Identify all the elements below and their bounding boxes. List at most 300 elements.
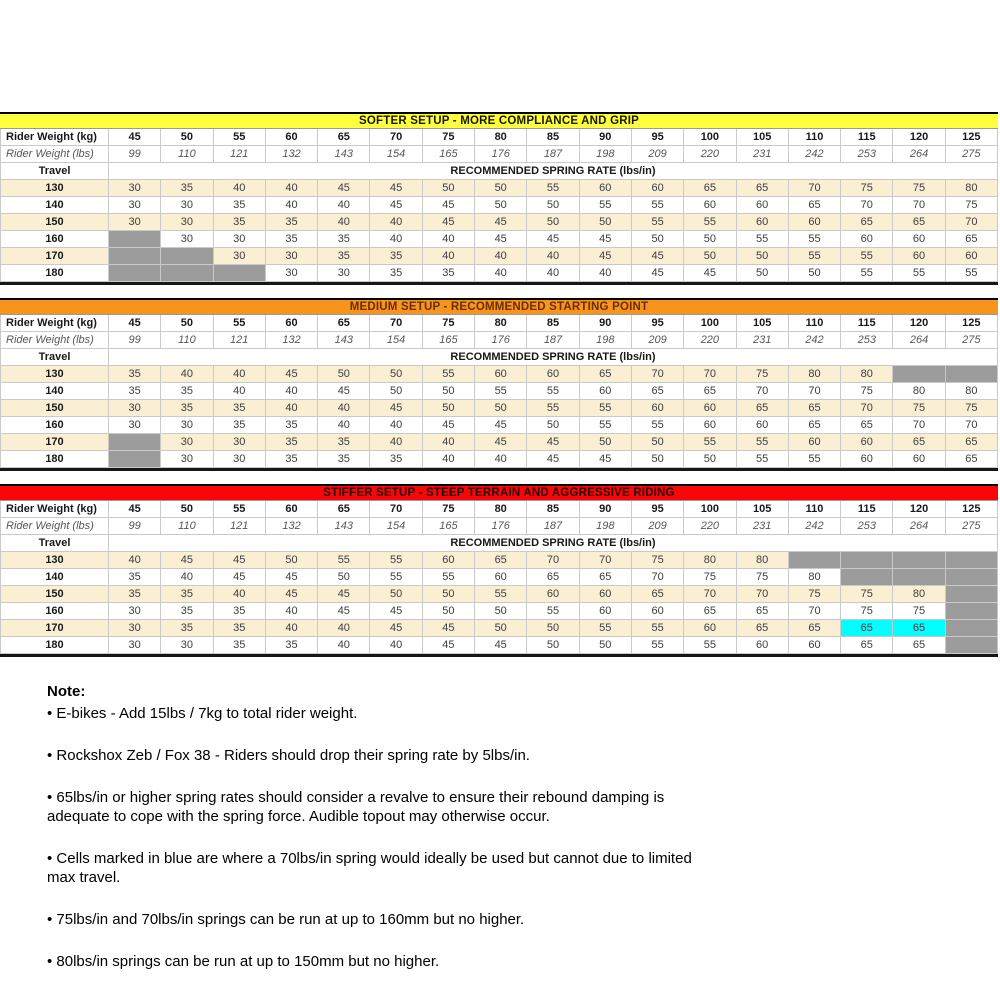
rate-cell: 65 (737, 400, 789, 417)
rate-cell: 50 (632, 434, 684, 451)
rate-cell: 65 (893, 637, 945, 654)
stiffer-title-band (0, 484, 998, 501)
unavailable-cell (214, 265, 266, 282)
rate-cell: 35 (266, 231, 318, 248)
rate-cell: 30 (161, 214, 213, 231)
rate-cell: 55 (632, 417, 684, 434)
limited-travel-highlight-cell: 65 (841, 620, 893, 637)
rate-cell: 60 (893, 451, 945, 468)
kg-value: 70 (370, 129, 422, 146)
rate-cell: 40 (527, 265, 579, 282)
rate-cell: 45 (475, 231, 527, 248)
rate-cell: 70 (946, 417, 998, 434)
kg-value: 50 (161, 129, 213, 146)
rate-cell: 45 (318, 603, 370, 620)
rate-cell: 75 (946, 197, 998, 214)
kg-value: 115 (841, 129, 893, 146)
rate-cell: 65 (684, 603, 736, 620)
rate-cell: 50 (527, 417, 579, 434)
rate-cell: 70 (789, 180, 841, 197)
rate-cell: 45 (423, 417, 475, 434)
rate-cell: 60 (475, 366, 527, 383)
kg-value: 55 (214, 129, 266, 146)
rate-cell: 50 (423, 383, 475, 400)
unavailable-cell (109, 265, 161, 282)
rate-cell: 30 (161, 434, 213, 451)
kg-value: 100 (684, 315, 736, 332)
rate-cell: 50 (580, 434, 632, 451)
lbs-value: 99 (109, 518, 161, 535)
rate-cell: 45 (475, 417, 527, 434)
rate-cell: 70 (632, 366, 684, 383)
rate-cell: 35 (214, 214, 266, 231)
notes-heading: Note: (47, 683, 86, 700)
rate-cell: 30 (109, 180, 161, 197)
rate-cell: 55 (789, 451, 841, 468)
rate-cell: 60 (423, 552, 475, 569)
rate-cell: 35 (318, 434, 370, 451)
rate-cell: 40 (370, 231, 422, 248)
unavailable-cell (841, 552, 893, 569)
rate-cell: 80 (946, 383, 998, 400)
rate-cell: 40 (423, 248, 475, 265)
rate-cell: 70 (841, 197, 893, 214)
rate-cell: 60 (475, 569, 527, 586)
unavailable-cell (789, 552, 841, 569)
rate-cell: 55 (527, 180, 579, 197)
kg-value: 110 (789, 501, 841, 518)
lbs-value: 253 (841, 518, 893, 535)
note-bullet: • Rockshox Zeb / Fox 38 - Riders should drop their spring rate by 5lbs/in. (47, 747, 530, 764)
rate-cell: 60 (580, 383, 632, 400)
rate-cell: 70 (632, 569, 684, 586)
rate-cell: 30 (109, 400, 161, 417)
rate-cell: 40 (318, 214, 370, 231)
unavailable-cell (946, 637, 998, 654)
rate-cell: 55 (841, 265, 893, 282)
rate-cell: 45 (475, 214, 527, 231)
kg-value: 115 (841, 315, 893, 332)
lbs-value: 176 (475, 518, 527, 535)
rate-cell: 30 (109, 620, 161, 637)
rate-cell: 75 (684, 569, 736, 586)
rate-cell: 45 (318, 383, 370, 400)
rate-cell: 50 (475, 603, 527, 620)
rate-cell: 50 (527, 197, 579, 214)
rate-cell: 50 (684, 248, 736, 265)
rate-cell: 45 (318, 180, 370, 197)
rate-cell: 40 (370, 637, 422, 654)
travel-label: Travel (1, 163, 109, 180)
rate-cell: 45 (475, 637, 527, 654)
kg-value: 75 (423, 501, 475, 518)
rate-cell: 50 (580, 637, 632, 654)
rate-cell: 35 (161, 383, 213, 400)
rate-cell: 30 (161, 637, 213, 654)
lbs-value: 242 (789, 332, 841, 349)
rate-cell: 35 (370, 248, 422, 265)
rate-cell: 55 (841, 248, 893, 265)
unavailable-cell (893, 552, 945, 569)
rate-cell: 55 (370, 569, 422, 586)
lbs-value: 198 (580, 146, 632, 163)
rate-cell: 60 (893, 248, 945, 265)
rate-cell: 50 (423, 180, 475, 197)
spring-rate-header: RECOMMENDED SPRING RATE (lbs/in) (109, 535, 998, 552)
kg-value: 50 (161, 501, 213, 518)
lbs-value: 187 (527, 146, 579, 163)
rate-cell: 50 (789, 265, 841, 282)
rate-cell: 55 (318, 552, 370, 569)
rate-cell: 65 (841, 417, 893, 434)
travel-value: 160 (1, 603, 109, 620)
rate-cell: 60 (684, 197, 736, 214)
rate-cell: 35 (109, 366, 161, 383)
kg-value: 80 (475, 501, 527, 518)
kg-value: 65 (318, 129, 370, 146)
rate-cell: 60 (789, 637, 841, 654)
rider-weight-kg-label: Rider Weight (kg) (1, 315, 109, 332)
rate-cell: 50 (370, 366, 422, 383)
rate-cell: 35 (161, 586, 213, 603)
rate-cell: 45 (475, 434, 527, 451)
kg-value: 120 (893, 129, 945, 146)
rate-cell: 60 (632, 400, 684, 417)
rate-cell: 45 (580, 231, 632, 248)
lbs-value: 220 (684, 518, 736, 535)
unavailable-cell (109, 231, 161, 248)
rate-cell: 70 (684, 586, 736, 603)
rate-cell: 35 (109, 586, 161, 603)
rate-cell: 55 (632, 197, 684, 214)
rate-cell: 45 (580, 248, 632, 265)
rate-cell: 35 (370, 451, 422, 468)
rate-cell: 45 (423, 197, 475, 214)
rate-cell: 75 (893, 180, 945, 197)
rate-cell: 70 (789, 603, 841, 620)
rate-cell: 45 (423, 620, 475, 637)
kg-value: 110 (789, 315, 841, 332)
travel-value: 180 (1, 451, 109, 468)
rate-cell: 35 (370, 265, 422, 282)
stiffer-setup-table (0, 484, 998, 657)
rider-weight-lbs-label: Rider Weight (lbs) (1, 518, 109, 535)
unavailable-cell (946, 603, 998, 620)
lbs-value: 242 (789, 518, 841, 535)
lbs-value: 154 (370, 518, 422, 535)
lbs-value: 154 (370, 146, 422, 163)
rate-cell: 45 (423, 214, 475, 231)
lbs-value: 99 (109, 146, 161, 163)
rate-cell: 55 (423, 366, 475, 383)
kg-value: 90 (580, 129, 632, 146)
rate-cell: 40 (214, 586, 266, 603)
rate-cell: 40 (475, 451, 527, 468)
rate-cell: 30 (109, 197, 161, 214)
lbs-value: 231 (737, 146, 789, 163)
rate-cell: 60 (893, 231, 945, 248)
rate-cell: 55 (789, 231, 841, 248)
kg-value: 110 (789, 129, 841, 146)
kg-value: 105 (737, 501, 789, 518)
rate-cell: 35 (318, 451, 370, 468)
rate-cell: 35 (423, 265, 475, 282)
rate-cell: 45 (161, 552, 213, 569)
lbs-value: 121 (214, 332, 266, 349)
travel-value: 170 (1, 434, 109, 451)
rate-cell: 45 (423, 637, 475, 654)
rate-cell: 40 (318, 620, 370, 637)
rate-cell: 30 (109, 214, 161, 231)
rate-cell: 40 (423, 451, 475, 468)
rate-cell: 60 (737, 417, 789, 434)
rate-cell: 50 (475, 620, 527, 637)
lbs-value: 242 (789, 146, 841, 163)
rate-cell: 40 (318, 197, 370, 214)
rate-cell: 40 (214, 180, 266, 197)
travel-value: 170 (1, 248, 109, 265)
notes-list (47, 704, 699, 971)
rate-cell: 40 (214, 366, 266, 383)
rider-weight-kg-label: Rider Weight (kg) (1, 501, 109, 518)
rate-cell: 65 (475, 552, 527, 569)
rate-cell: 70 (580, 552, 632, 569)
rate-cell: 60 (684, 400, 736, 417)
rate-cell: 35 (266, 417, 318, 434)
travel-value: 130 (1, 180, 109, 197)
rate-cell: 30 (266, 265, 318, 282)
rate-cell: 60 (684, 620, 736, 637)
rate-cell: 60 (684, 417, 736, 434)
rate-cell: 30 (214, 248, 266, 265)
travel-value: 130 (1, 366, 109, 383)
lbs-value: 165 (423, 332, 475, 349)
rate-cell: 70 (737, 383, 789, 400)
rate-cell: 50 (475, 400, 527, 417)
rate-cell: 55 (946, 265, 998, 282)
unavailable-cell (109, 248, 161, 265)
rate-cell: 80 (789, 569, 841, 586)
lbs-value: 231 (737, 518, 789, 535)
rate-cell: 55 (737, 451, 789, 468)
rate-cell: 40 (266, 620, 318, 637)
kg-value: 70 (370, 315, 422, 332)
rate-cell: 40 (318, 417, 370, 434)
rate-cell: 45 (527, 451, 579, 468)
rate-cell: 50 (527, 214, 579, 231)
rate-cell: 70 (684, 366, 736, 383)
kg-value: 65 (318, 501, 370, 518)
rate-cell: 60 (580, 586, 632, 603)
rate-cell: 60 (789, 214, 841, 231)
rate-cell: 45 (370, 400, 422, 417)
rate-cell: 50 (475, 197, 527, 214)
rate-cell: 45 (684, 265, 736, 282)
rate-cell: 65 (841, 637, 893, 654)
lbs-value: 132 (266, 146, 318, 163)
rate-cell: 80 (789, 366, 841, 383)
kg-value: 60 (266, 501, 318, 518)
travel-value: 130 (1, 552, 109, 569)
kg-value: 125 (946, 315, 998, 332)
rate-cell: 55 (789, 248, 841, 265)
rate-cell: 45 (580, 451, 632, 468)
unavailable-cell (946, 552, 998, 569)
rate-cell: 30 (161, 197, 213, 214)
rate-cell: 50 (423, 586, 475, 603)
rate-cell: 65 (841, 214, 893, 231)
rate-cell: 60 (789, 434, 841, 451)
rate-cell: 55 (632, 637, 684, 654)
lbs-value: 165 (423, 518, 475, 535)
rate-cell: 55 (580, 620, 632, 637)
rate-cell: 50 (370, 383, 422, 400)
travel-value: 150 (1, 400, 109, 417)
table-grid (0, 315, 998, 468)
medium-title-band (0, 298, 998, 315)
rate-cell: 55 (684, 434, 736, 451)
rate-cell: 80 (946, 180, 998, 197)
lbs-value: 143 (318, 146, 370, 163)
kg-value: 80 (475, 315, 527, 332)
rate-cell: 55 (737, 231, 789, 248)
rate-cell: 50 (266, 552, 318, 569)
rate-cell: 65 (737, 620, 789, 637)
rate-cell: 55 (580, 197, 632, 214)
softer-setup-table (0, 112, 998, 285)
rate-cell: 35 (266, 451, 318, 468)
rate-cell: 40 (161, 366, 213, 383)
rate-cell: 50 (632, 451, 684, 468)
rate-cell: 35 (318, 231, 370, 248)
kg-value: 90 (580, 501, 632, 518)
rate-cell: 80 (737, 552, 789, 569)
lbs-value: 132 (266, 332, 318, 349)
lbs-value: 110 (161, 518, 213, 535)
rate-cell: 35 (266, 637, 318, 654)
rate-cell: 35 (109, 569, 161, 586)
unavailable-cell (109, 434, 161, 451)
rate-cell: 65 (580, 569, 632, 586)
rate-cell: 65 (580, 366, 632, 383)
rate-cell: 65 (684, 180, 736, 197)
unavailable-cell (946, 586, 998, 603)
rate-cell: 40 (109, 552, 161, 569)
rate-cell: 60 (737, 214, 789, 231)
rate-cell: 65 (893, 434, 945, 451)
rate-cell: 45 (370, 180, 422, 197)
rate-cell: 60 (737, 637, 789, 654)
kg-value: 120 (893, 501, 945, 518)
travel-value: 160 (1, 231, 109, 248)
rate-cell: 50 (318, 569, 370, 586)
rate-cell: 35 (214, 637, 266, 654)
kg-value: 95 (632, 315, 684, 332)
rate-cell: 30 (161, 451, 213, 468)
rate-cell: 35 (214, 620, 266, 637)
rate-cell: 40 (475, 265, 527, 282)
note-bullet: • 75lbs/in and 70lbs/in springs can be run at up to 160mm but no higher. (47, 911, 525, 928)
rate-cell: 40 (266, 603, 318, 620)
kg-value: 70 (370, 501, 422, 518)
lbs-value: 143 (318, 518, 370, 535)
rate-cell: 50 (318, 366, 370, 383)
rate-cell: 55 (893, 265, 945, 282)
rate-cell: 75 (632, 552, 684, 569)
rate-cell: 75 (841, 586, 893, 603)
lbs-value: 264 (893, 146, 945, 163)
travel-value: 150 (1, 586, 109, 603)
rate-cell: 35 (214, 603, 266, 620)
rate-cell: 75 (841, 383, 893, 400)
kg-value: 45 (109, 501, 161, 518)
rate-cell: 65 (946, 434, 998, 451)
rate-cell: 50 (684, 231, 736, 248)
travel-value: 180 (1, 265, 109, 282)
kg-value: 120 (893, 315, 945, 332)
rate-cell: 60 (632, 603, 684, 620)
rate-cell: 30 (161, 231, 213, 248)
table-title: STIFFER SETUP - STEEP TERRAIN AND AGGRESSIVE RIDING (323, 487, 675, 499)
kg-value: 85 (527, 501, 579, 518)
rate-cell: 75 (893, 400, 945, 417)
lbs-value: 220 (684, 332, 736, 349)
kg-value: 95 (632, 501, 684, 518)
kg-value: 105 (737, 315, 789, 332)
rate-cell: 75 (737, 366, 789, 383)
rate-cell: 40 (370, 417, 422, 434)
unavailable-cell (161, 265, 213, 282)
rate-cell: 30 (214, 434, 266, 451)
rate-cell: 65 (527, 569, 579, 586)
rate-cell: 80 (684, 552, 736, 569)
kg-value: 85 (527, 315, 579, 332)
lbs-value: 121 (214, 146, 266, 163)
rate-cell: 70 (527, 552, 579, 569)
rate-cell: 35 (266, 434, 318, 451)
lbs-value: 99 (109, 332, 161, 349)
unavailable-cell (109, 451, 161, 468)
rate-cell: 45 (318, 586, 370, 603)
rate-cell: 45 (266, 586, 318, 603)
rate-cell: 40 (266, 400, 318, 417)
rate-cell: 60 (737, 197, 789, 214)
rate-cell: 65 (789, 400, 841, 417)
lbs-value: 176 (475, 146, 527, 163)
note-bullet: • 65lbs/in or higher spring rates should consider a revalve to ensure their rebound damping is adequate to cope with the spring force. Audible topout may otherwise occur. (47, 789, 665, 825)
lbs-value: 187 (527, 518, 579, 535)
kg-value: 80 (475, 129, 527, 146)
rate-cell: 50 (632, 231, 684, 248)
rate-cell: 50 (684, 451, 736, 468)
lbs-value: 143 (318, 332, 370, 349)
rate-cell: 50 (527, 620, 579, 637)
rate-cell: 30 (109, 603, 161, 620)
rate-cell: 75 (893, 603, 945, 620)
kg-value: 115 (841, 501, 893, 518)
note-bullet: • Cells marked in blue are where a 70lbs/in spring would ideally be used but cannot due to limited max travel. (47, 850, 692, 886)
rate-cell: 70 (737, 586, 789, 603)
table-grid (0, 501, 998, 654)
rate-cell: 75 (737, 569, 789, 586)
lbs-value: 154 (370, 332, 422, 349)
travel-label: Travel (1, 535, 109, 552)
rate-cell: 75 (946, 400, 998, 417)
kg-value: 125 (946, 501, 998, 518)
rate-cell: 35 (161, 620, 213, 637)
rate-cell: 35 (109, 383, 161, 400)
rate-cell: 40 (266, 383, 318, 400)
